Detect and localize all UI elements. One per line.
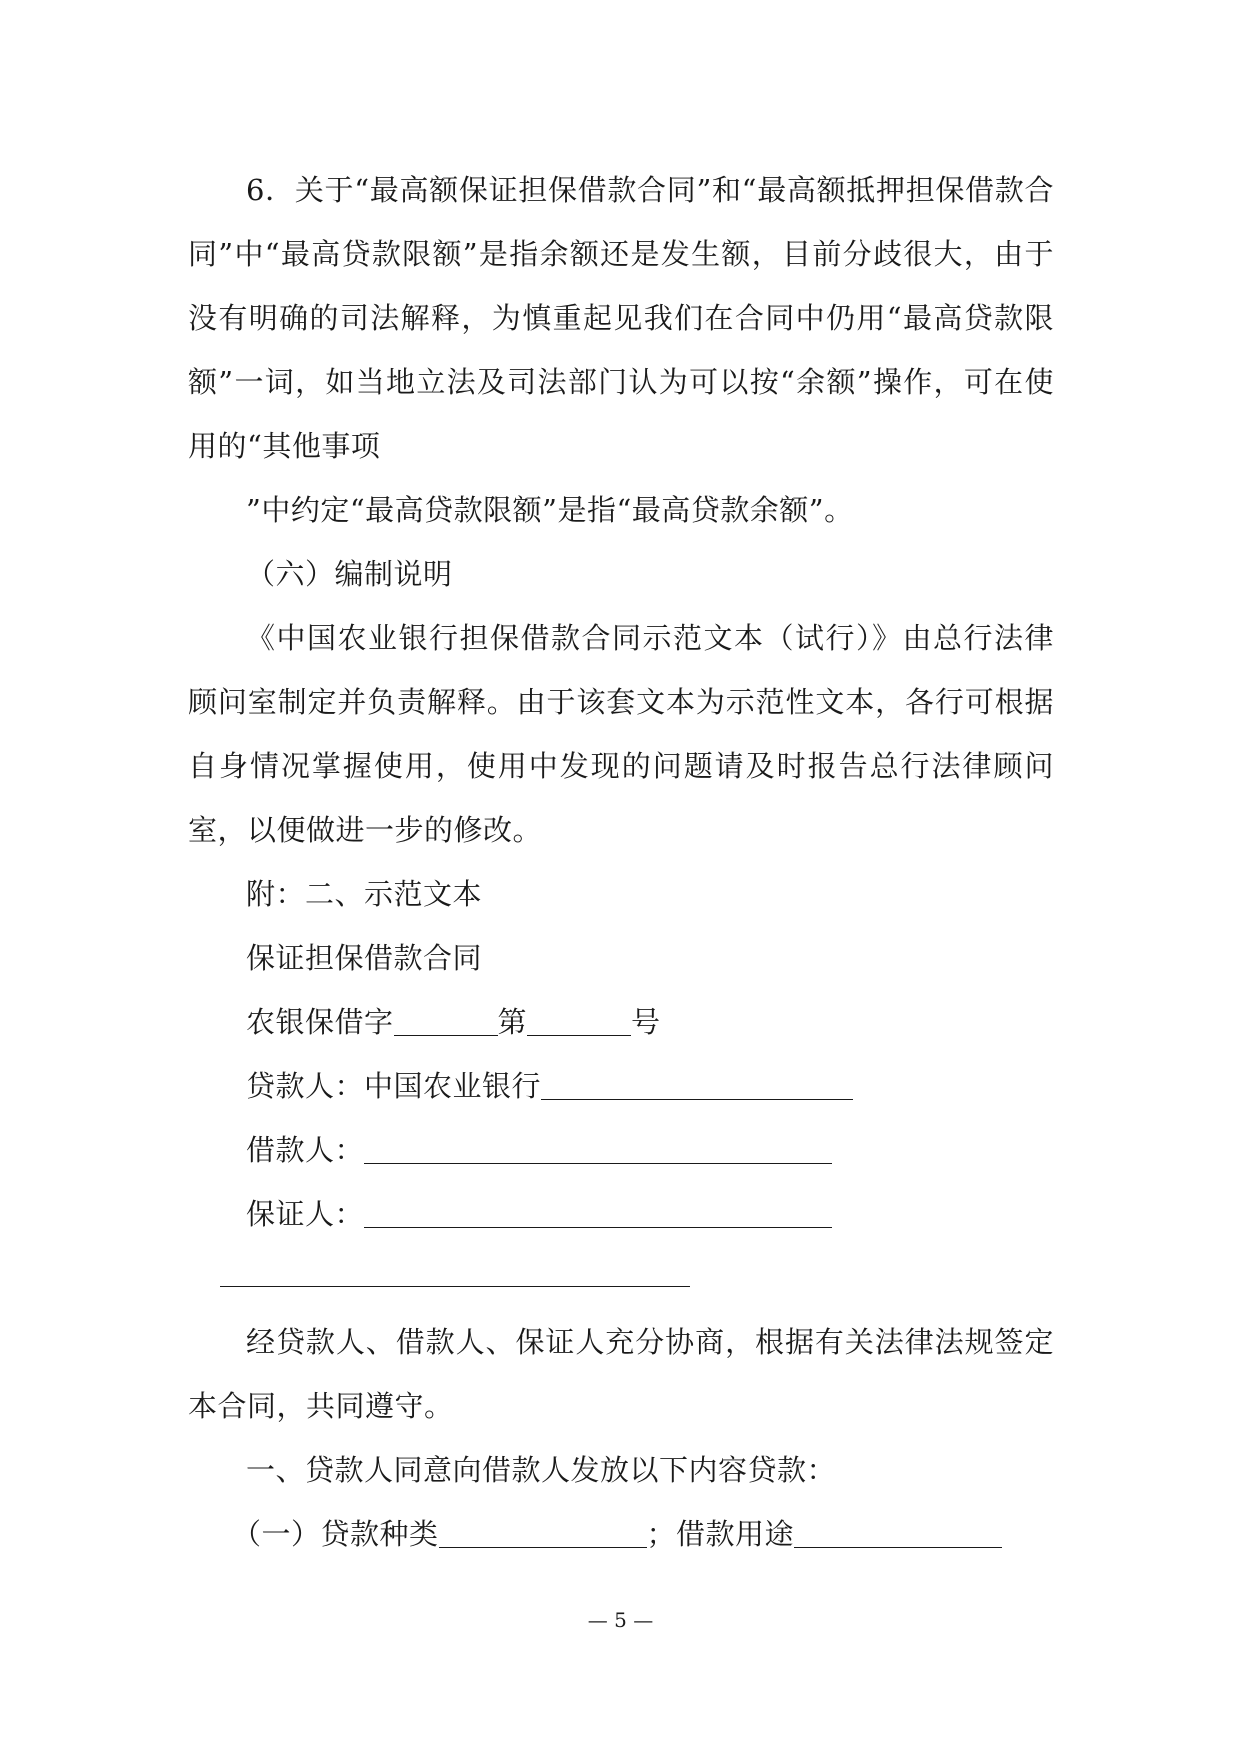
section-title-compile-note: （六）编制说明 <box>246 557 453 591</box>
lender-label: 贷款人：中国农业银行 <box>246 1069 542 1103</box>
borrower-line <box>188 1118 1054 1182</box>
document-body <box>188 158 1054 1566</box>
extra-blank-line-row <box>188 1246 1054 1310</box>
guarantor-blank[interactable] <box>364 1201 832 1228</box>
contract-title: 保证担保借款合同 <box>246 941 483 975</box>
paragraph-note-6: 6．关于“最高额保证担保借款合同”和“最高额抵押担保借款合同”中“最高贷款限额”是指余额还是发生额，目前分歧很大，由于没有明确的司法解释，为慎重起见我们在合同中仍用“最高贷款限额”一词，如当地立法及司法部门认为可以按“余额”操作，可在使用的“其他事项 <box>188 173 1054 463</box>
borrower-blank[interactable] <box>364 1137 832 1164</box>
lender-blank[interactable] <box>541 1073 853 1100</box>
paragraph-compile-note: 《中国农业银行担保借款合同示范文本（试行）》由总行法律顾问室制定并负责解释。由于该套文本为示范性文本，各行可根据自身情况掌握使用，使用中发现的问题请及时报告总行法律顾问室，以便做进一步的修改。 <box>188 621 1054 847</box>
appendix-heading: 附：二、示范文本 <box>246 877 483 911</box>
loan-purpose-label: ；借款用途 <box>646 1517 795 1551</box>
clause-1: 一、贷款人同意向借款人发放以下内容贷款： <box>246 1453 837 1487</box>
extra-blank-line[interactable] <box>220 1286 690 1287</box>
page-number: — 5 — <box>587 1608 654 1632</box>
loan-purpose-blank[interactable] <box>794 1521 1002 1548</box>
contract-number-blank-1[interactable] <box>394 1009 498 1036</box>
guarantor-line <box>188 1182 1054 1246</box>
contract-number-line <box>188 990 1054 1054</box>
paragraph-note-6-continued: ”中约定“最高贷款限额”是指“最高贷款余额”。 <box>246 493 854 527</box>
loan-type-blank[interactable] <box>439 1521 647 1548</box>
contract-number-blank-2[interactable] <box>527 1009 631 1036</box>
contract-number-prefix: 农银保借字 <box>246 1005 394 1039</box>
lender-line <box>188 1054 1054 1118</box>
guarantor-label: 保证人： <box>246 1197 365 1231</box>
clause-1-item-1 <box>188 1502 1054 1566</box>
loan-type-label: （一）贷款种类 <box>232 1517 439 1551</box>
paragraph-agreement: 经贷款人、借款人、保证人充分协商，根据有关法律法规签定本合同，共同遵守。 <box>188 1325 1054 1423</box>
contract-number-suffix: 号 <box>631 1005 661 1039</box>
borrower-label: 借款人： <box>246 1133 365 1167</box>
contract-number-middle: 第 <box>497 1005 528 1039</box>
